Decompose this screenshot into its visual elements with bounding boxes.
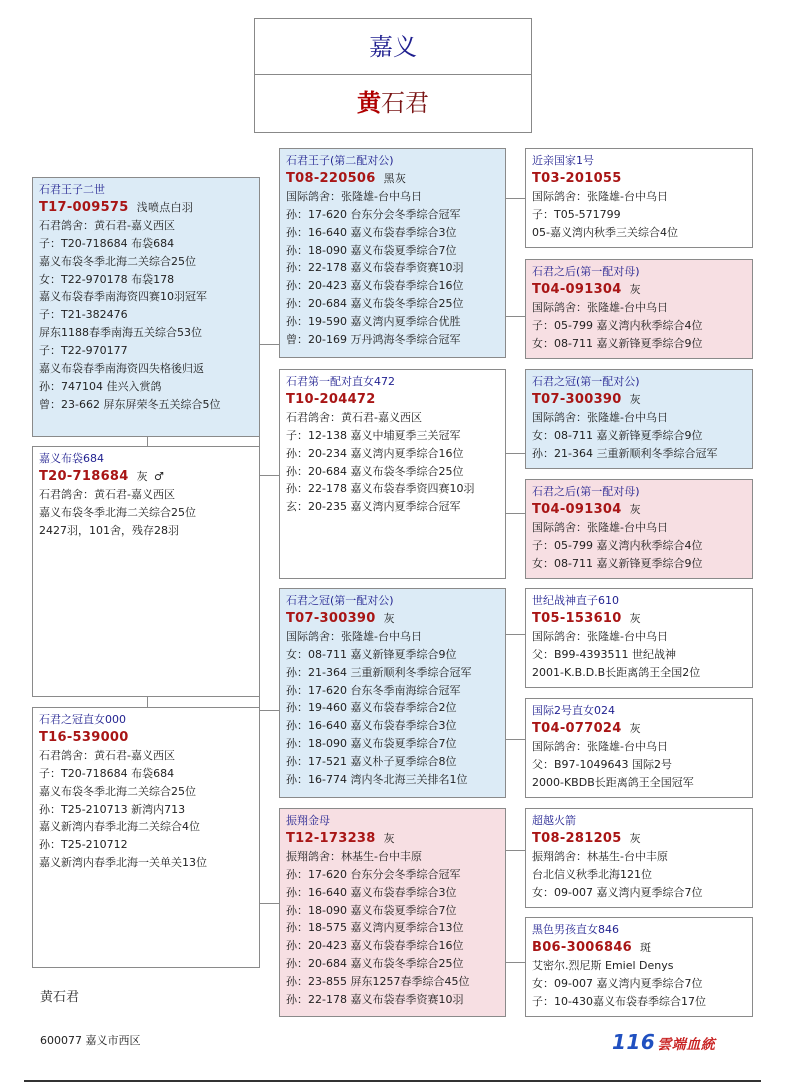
subject-ring: T20-718684 灰 ♂ <box>39 468 165 484</box>
ancestor-line: 女：08-711 嘉义新锋夏季综合9位 <box>532 336 703 350</box>
granddam-paternal-line: 孙：20-684 嘉义布袋冬季综合25位 <box>286 464 464 478</box>
ancestor-ring: T08-281205 灰 <box>532 830 641 846</box>
subject-card <box>32 446 260 697</box>
granddam-maternal-line: 孙：20-423 嘉义布袋春季综合16位 <box>286 939 464 953</box>
grandsire-paternal-title: 石君王子(第二配对公) <box>286 154 394 167</box>
sire-line: 嘉义布袋春季南海资四失格後归返 <box>39 362 204 376</box>
ancestor-card-dsd <box>525 698 753 798</box>
ancestor-line: 女：08-711 嘉义新锋夏季综合9位 <box>532 556 703 570</box>
grandsire-paternal-line: 孙：20-684 嘉义布袋冬季综合25位 <box>286 297 464 311</box>
dam-line: 嘉义布袋冬季北海二关综合25位 <box>39 784 196 798</box>
connector-line <box>259 710 281 711</box>
sire-line: 曾：23-662 屏东屏荣冬五关综合5位 <box>39 397 221 411</box>
dam-line: 子：T20-718684 布袋684 <box>39 766 175 780</box>
grandsire-maternal-card <box>279 588 506 798</box>
grandsire-paternal-line: 曾：20-169 万丹鸿海冬季综合冠军 <box>286 333 461 347</box>
dam-ring: T16-539000 <box>39 729 129 745</box>
ancestor-color: 灰 <box>629 721 641 735</box>
sire-title: 石君王子二世 <box>39 183 105 196</box>
connector-line <box>259 475 281 476</box>
granddam-maternal-line: 孙：20-684 嘉义布袋冬季综合25位 <box>286 957 464 971</box>
grandsire-paternal-card <box>279 148 506 358</box>
ancestor-card-ddd <box>525 917 753 1017</box>
ancestor-line: 子：T05-571799 <box>532 207 621 221</box>
granddam-maternal-line: 孙：22-178 嘉义布袋春季资赛10羽 <box>286 993 464 1007</box>
connector-line <box>505 316 526 317</box>
ancestor-line: 国际鸽舍：张隆雄-台中乌日 <box>532 189 668 203</box>
sire-line: 孙：747104 佳兴入赏鸽 <box>39 379 162 393</box>
ancestor-ring: T05-153610 灰 <box>532 610 641 626</box>
granddam-maternal-line: 孙：23-855 屏东1257春季综合45位 <box>286 975 470 989</box>
ancestor-line: 父：B99-4393511 世纪战神 <box>532 647 676 661</box>
connector-line <box>505 634 526 635</box>
granddam-maternal-line: 孙：18-090 嘉义布袋夏季综合7位 <box>286 903 457 917</box>
granddam-maternal-color: 灰 <box>383 831 395 845</box>
ancestor-line: 国际鸽舍：张隆雄-台中乌日 <box>532 520 668 534</box>
bottom-divider <box>24 1080 761 1082</box>
ancestor-line: 女：09-007 嘉义湾内夏季综合7位 <box>532 976 703 990</box>
granddam-maternal-title: 振翔金母 <box>286 814 330 827</box>
grandsire-maternal-ring: T07-300390 灰 <box>286 610 395 626</box>
granddam-paternal-line: 子：12-138 嘉义中埔夏季三关冠军 <box>286 428 461 442</box>
grandsire-maternal-line: 孙：19-460 嘉义布袋春季综合2位 <box>286 701 457 715</box>
ancestor-line: 孙：21-364 三重新顺利冬季综合冠军 <box>532 446 718 460</box>
grandsire-paternal-line: 孙：22-178 嘉义布袋春季资赛10羽 <box>286 261 464 275</box>
grandsire-paternal-line: 孙：20-423 嘉义布袋春季综合16位 <box>286 279 464 293</box>
connector-line <box>505 962 526 963</box>
ancestor-card-sdd <box>525 479 753 579</box>
granddam-paternal-line: 孙：22-178 嘉义布袋春季资四赛10羽 <box>286 482 475 496</box>
connector-line <box>505 453 526 454</box>
ancestor-title: 国际2号直女024 <box>532 704 615 717</box>
ancestor-color: 灰 <box>629 611 641 625</box>
grandsire-maternal-color: 灰 <box>383 611 395 625</box>
ancestor-card-sds <box>525 369 753 469</box>
granddam-paternal-card <box>279 369 506 579</box>
grandsire-maternal-title: 石君之冠(第一配对公) <box>286 594 394 607</box>
ancestor-card-ssd <box>525 259 753 359</box>
ancestor-line: 艾密尔.烈尼斯 Emiel Denys <box>532 958 674 972</box>
ancestor-ring: T07-300390 灰 <box>532 391 641 407</box>
ancestor-color: 灰 <box>629 502 641 516</box>
ancestor-card-sss <box>525 148 753 248</box>
ancestor-line: 国际鸽舍：张隆雄-台中乌日 <box>532 629 668 643</box>
ancestor-color: 灰 <box>629 282 641 296</box>
ancestor-ring: T04-077024 灰 <box>532 720 641 736</box>
ancestor-title: 黑色男孩直女846 <box>532 923 619 936</box>
ancestor-ring: T04-091304 灰 <box>532 501 641 517</box>
footer-address: 600077 嘉义市西区 <box>40 1034 141 1047</box>
grandsire-maternal-line: 孙：17-521 嘉义朴子夏季综合8位 <box>286 755 457 769</box>
grandsire-maternal-line: 孙：16-640 嘉义布袋春季综合3位 <box>286 719 457 733</box>
subject-title: 嘉义布袋684 <box>39 452 104 465</box>
granddam-maternal-card <box>279 808 506 1017</box>
ancestor-title: 石君之后(第一配对母) <box>532 485 640 498</box>
loft-title: 嘉义 <box>254 18 532 76</box>
grandsire-maternal-line: 国际鸽舍：张隆雄-台中乌日 <box>286 629 422 643</box>
ancestor-line: 子：05-799 嘉义湾内秋季综合4位 <box>532 318 703 332</box>
grandsire-paternal-line: 孙：16-640 嘉义布袋春季综合3位 <box>286 225 457 239</box>
ancestor-title: 石君之后(第一配对母) <box>532 265 640 278</box>
dam-line: 嘉义新湾内春季北海二关综合4位 <box>39 820 200 834</box>
sire-line: 子：T22-970177 <box>39 344 128 358</box>
dam-line: 孙：T25-210713 新湾内713 <box>39 802 186 816</box>
brand-logo-text: 雲端血統 <box>657 1037 716 1053</box>
sire-color: 浅喷点白羽 <box>136 200 194 214</box>
subject-line: 嘉义布袋冬季北海二关综合25位 <box>39 505 196 519</box>
granddam-maternal-ring: T12-173238 灰 <box>286 830 395 846</box>
granddam-paternal-line: 石君鸽舍：黄石君-嘉义西区 <box>286 410 422 424</box>
ancestor-line: 2000-KBDB长距离鸽王全国冠军 <box>532 775 694 789</box>
ancestor-ring: B06-3006846 斑 <box>532 939 652 955</box>
ancestor-line: 国际鸽舍：张隆雄-台中乌日 <box>532 410 668 424</box>
grandsire-maternal-line: 孙：17-620 台东冬季南海综合冠军 <box>286 683 461 697</box>
connector-line <box>147 697 148 707</box>
dam-line: 石君鸽舍：黄石君-嘉义西区 <box>39 748 175 762</box>
connector-line <box>505 739 526 740</box>
owner-title <box>254 74 532 133</box>
ancestor-line: 子：05-799 嘉义湾内秋季综合4位 <box>532 538 703 552</box>
ancestor-title: 世纪战神直子610 <box>532 594 619 607</box>
ancestor-line: 父：B97-1049643 国际2号 <box>532 757 672 771</box>
ancestor-title: 石君之冠(第一配对公) <box>532 375 640 388</box>
dam-line: 嘉义新湾内春季北海一关单关13位 <box>39 856 207 870</box>
ancestor-ring: T04-091304 灰 <box>532 281 641 297</box>
grandsire-maternal-line: 孙：21-364 三重新顺利冬季综合冠军 <box>286 665 472 679</box>
granddam-maternal-line: 孙：16-640 嘉义布袋春季综合3位 <box>286 885 457 899</box>
grandsire-paternal-line: 孙：19-590 嘉义湾内夏季综合优胜 <box>286 315 461 329</box>
ancestor-card-dds <box>525 808 753 908</box>
ancestor-line: 2001-K.B.D.B长距离鸽王全国2位 <box>532 665 701 679</box>
ancestor-line: 国际鸽舍：张隆雄-台中乌日 <box>532 739 668 753</box>
sire-line: 屏东1188春季南海五关综合53位 <box>39 326 202 340</box>
grandsire-paternal-line: 孙：18-090 嘉义布袋夏季综合7位 <box>286 243 457 257</box>
sire-line: 石君鸽舍：黄石君-嘉义西区 <box>39 218 175 232</box>
granddam-paternal-line: 玄：20-235 嘉义湾内夏季综合冠军 <box>286 500 461 514</box>
sire-line: 女：T22-970178 布袋178 <box>39 272 175 286</box>
dam-line: 孙：T25-210712 <box>39 838 128 852</box>
dam-card <box>32 707 260 968</box>
ancestor-ring: T03-201055 <box>532 170 622 186</box>
dam-title: 石君之冠直女000 <box>39 713 126 726</box>
ancestor-line: 女：09-007 嘉义湾内夏季综合7位 <box>532 885 703 899</box>
male-symbol-icon: ♂ <box>153 469 165 483</box>
owner-title-rest: 石君 <box>381 89 429 117</box>
brand-logo <box>612 1030 715 1054</box>
ancestor-line: 子：10-430嘉义布袋春季综合17位 <box>532 994 706 1008</box>
connector-line <box>147 437 148 446</box>
owner-title-highlight: 黄 <box>357 89 381 117</box>
subject-line: 2427羽，101舍，残存28羽 <box>39 523 179 537</box>
ancestor-card-dss <box>525 588 753 688</box>
connector-line <box>259 903 281 904</box>
grandsire-paternal-line: 孙：17-620 台东分会冬季综合冠军 <box>286 207 461 221</box>
sire-line: 嘉义布袋春季南海资四赛10羽冠军 <box>39 290 207 304</box>
sire-line: 嘉义布袋冬季北海二关综合25位 <box>39 254 196 268</box>
subject-color: 灰 <box>136 469 148 483</box>
ancestor-line: 05-嘉义湾内秋季三关综合4位 <box>532 225 678 239</box>
brand-logo-number: 116 <box>612 1030 656 1054</box>
sire-line: 子：T20-718684 布袋684 <box>39 236 175 250</box>
granddam-maternal-line: 孙：18-575 嘉义湾内夏季综合13位 <box>286 921 464 935</box>
connector-line <box>505 850 526 851</box>
granddam-paternal-title: 石君第一配对直女472 <box>286 375 395 388</box>
granddam-paternal-line: 孙：20-234 嘉义湾内夏季综合16位 <box>286 446 464 460</box>
ancestor-color: 斑 <box>640 940 652 954</box>
connector-line <box>505 513 526 514</box>
granddam-paternal-ring: T10-204472 <box>286 391 376 407</box>
connector-line <box>505 198 526 199</box>
ancestor-color: 灰 <box>629 831 641 845</box>
ancestor-title: 近亲国家1号 <box>532 154 594 167</box>
connector-line <box>259 344 281 345</box>
grandsire-paternal-ring: T08-220506 黑灰 <box>286 170 407 186</box>
grandsire-paternal-color: 黑灰 <box>383 171 407 185</box>
ancestor-title: 超越火箭 <box>532 814 576 827</box>
ancestor-line: 女：08-711 嘉义新锋夏季综合9位 <box>532 428 703 442</box>
sire-line: 子：T21-382476 <box>39 308 128 322</box>
grandsire-maternal-line: 孙：18-090 嘉义布袋夏季综合7位 <box>286 737 457 751</box>
ancestor-color: 灰 <box>629 392 641 406</box>
footer-owner-name: 黄石君 <box>40 990 80 1005</box>
ancestor-line: 台北信义秋季北海121位 <box>532 867 652 881</box>
subject-line: 石君鸽舍：黄石君-嘉义西区 <box>39 487 175 501</box>
ancestor-line: 国际鸽舍：张隆雄-台中乌日 <box>532 300 668 314</box>
granddam-maternal-line: 振翔鸽舍：林基生-台中丰原 <box>286 849 422 863</box>
grandsire-maternal-line: 孙：16-774 湾内冬北海三关排名1位 <box>286 773 468 787</box>
sire-ring: T17-009575 浅喷点白羽 <box>39 199 194 215</box>
ancestor-line: 振翔鸽舍：林基生-台中丰原 <box>532 849 668 863</box>
grandsire-paternal-line: 国际鸽舍：张隆雄-台中乌日 <box>286 189 422 203</box>
grandsire-maternal-line: 女：08-711 嘉义新锋夏季综合9位 <box>286 647 457 661</box>
sire-card <box>32 177 260 437</box>
granddam-maternal-line: 孙：17-620 台东分会冬季综合冠军 <box>286 867 461 881</box>
